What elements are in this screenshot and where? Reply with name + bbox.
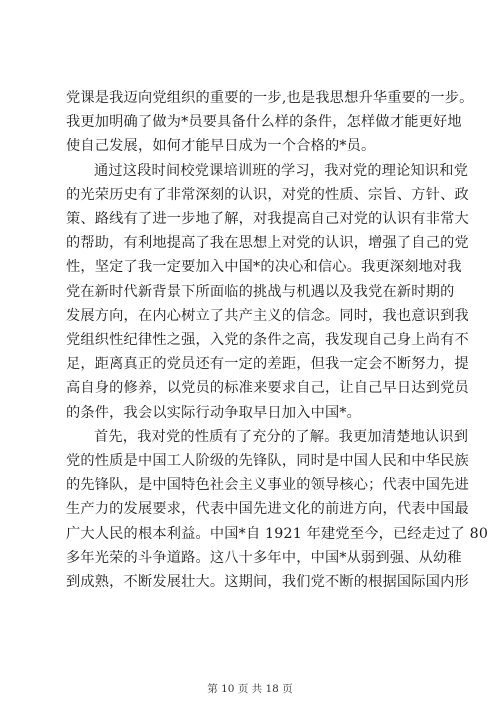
- document-body: [66, 86, 489, 594]
- text-line: 策、路线有了进一步地了解，对我提高自己对党的认识有非常大: [66, 211, 469, 228]
- paragraph-1: [66, 86, 474, 159]
- page-number-footer: 第 10 页 共 18 页: [207, 683, 293, 695]
- text-line: 我更加明确了做为*员要具备什么样的条件，怎样做才能更好地: [66, 114, 462, 131]
- text-line: 多年光荣的斗争道路。这八十多年中，中国*从弱到强、从幼稚: [66, 549, 462, 566]
- text-line: 足，距离真正的党员还有一定的差距，但我一定会不断努力，提: [66, 356, 469, 373]
- text-line: 通过这段时间校党课培训班的学习，我对党的理论知识和党: [94, 162, 469, 179]
- text-line: 广大人民的根本利益。中国*自 1921 年建党至今，已经走过了 80: [66, 525, 489, 542]
- text-line: 到成熟，不断发展壮大。这期间，我们党不断的根据国际国内形: [66, 574, 469, 591]
- text-line: 党的性质是中国工人阶级的先锋队，同时是中国人民和中华民族: [66, 453, 469, 470]
- text-line: 的条件，我会以实际行动争取早日加入中国*。: [66, 404, 362, 421]
- text-line: 的光荣历史有了非常深刻的认识，对党的性质、宗旨、方针、政: [66, 186, 469, 203]
- text-line: 党在新时代新背景下所面临的挑战与机遇以及我党在新时期的: [66, 283, 455, 300]
- text-line: 党组织性纪律性之强，入党的条件之高，我发现自己身上尚有不: [66, 332, 469, 349]
- text-line: 发展方向，在内心树立了共产主义的信念。同时，我也意识到我: [66, 307, 469, 324]
- text-line: 生产力的发展要求，代表中国先进文化的前进方向，代表中国最: [66, 501, 469, 518]
- text-line: 性，坚定了我一定要加入中国*的决心和信心。我更深刻地对我: [66, 259, 462, 276]
- text-line: 首先，我对党的性质有了充分的了解。我更加清楚地认识到: [94, 428, 469, 445]
- text-line: 高自身的修养，以党员的标准来要求自己，让自己早日达到党员: [66, 380, 469, 397]
- text-line: 的先锋队，是中国特色社会主义事业的领导核心；代表中国先进: [66, 477, 469, 494]
- text-line: 党课是我迈向党组织的重要的一步,也是我思想升华重要的一步。: [66, 90, 474, 106]
- paragraph-3: [66, 425, 489, 594]
- text-line: 使自己发展，如何才能早日成为一个合格的*员。: [66, 138, 376, 155]
- text-line: 的帮助，有利地提高了我在思想上对党的认识，增强了自己的党: [66, 235, 469, 252]
- paragraph-2: [66, 159, 469, 425]
